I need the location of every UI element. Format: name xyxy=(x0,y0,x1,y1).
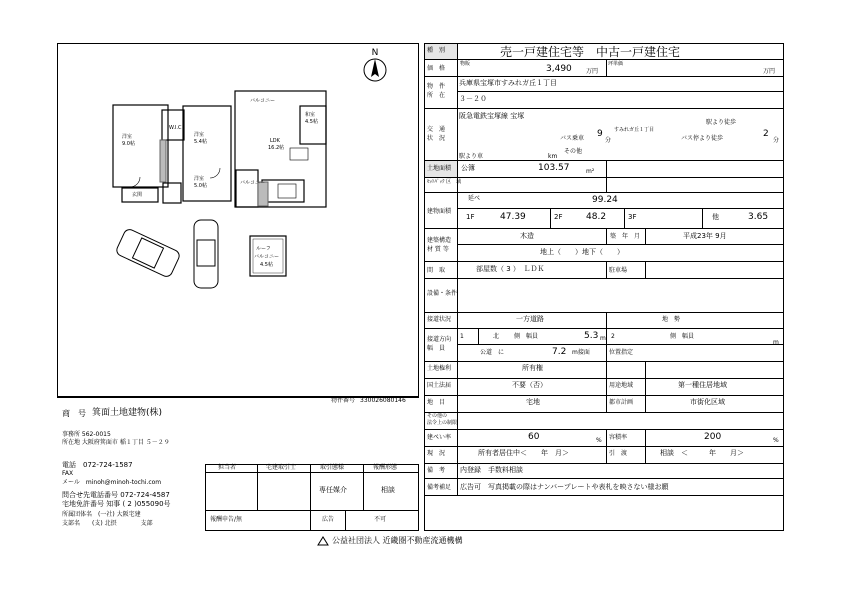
bus-ride-label: バス乗車 xyxy=(560,135,585,142)
svg-text:LDK: LDK xyxy=(270,138,280,144)
road-side-2: 側 幅員 xyxy=(670,333,695,340)
remarks: 内登録 手数料相談 xyxy=(460,466,523,474)
label-equipment: 設備・条件 xyxy=(427,290,458,297)
structure-value: 木造 xyxy=(520,232,534,240)
label-floor-ratio: 容積率 xyxy=(609,434,628,441)
car-from-station-label: 駅より車 xyxy=(459,153,484,160)
label-land-category: 地 目 xyxy=(427,399,446,406)
tsubo-price-label: 坪単価 xyxy=(608,61,624,67)
price-unit: 万円 xyxy=(586,68,599,75)
svg-text:和室: 和室 xyxy=(305,112,316,118)
report-label: 報酬申告/無 xyxy=(210,516,243,523)
total-label: 延べ xyxy=(468,195,481,202)
handover: 相談 ＜ 年 月＞ xyxy=(660,449,744,457)
svg-text:洋室: 洋室 xyxy=(194,132,205,138)
branch: 支部名 (支) 北摂 支部 xyxy=(62,520,153,527)
completion-date: 平成23年 9月 xyxy=(683,232,727,240)
floor-ratio-value: 200 xyxy=(704,432,722,442)
label-road-status: 接道状況 xyxy=(427,316,452,323)
office-postal: 事務所 562-0015 xyxy=(62,431,111,438)
deal-type: 専任媒介 xyxy=(319,486,347,494)
svg-text:W.I.C: W.I.C xyxy=(169,125,182,131)
header-deal-type: 取引態様 xyxy=(320,464,345,471)
property-number: 330026080146 xyxy=(360,397,406,404)
footer-org: 公益社団法人 近畿圏不動産流通機構 xyxy=(332,536,463,545)
north-arrow-icon xyxy=(358,46,392,86)
walk-from-bus-label: バス停より徒歩 xyxy=(681,135,724,142)
svg-text:バルコニー: バルコニー xyxy=(254,254,280,260)
svg-text:4.5帖: 4.5帖 xyxy=(305,119,318,125)
tsubo-unit: 万円 xyxy=(763,68,776,75)
terrain-label: 地 勢 xyxy=(662,316,681,323)
position-designation: 位置指定 xyxy=(609,349,634,356)
header-agent: 担当者 xyxy=(218,464,237,471)
walk-from-station-label: 駅より徒歩 xyxy=(706,119,737,126)
svg-text:N: N xyxy=(371,48,379,58)
label-coverage: 建ぺい率 xyxy=(427,434,452,441)
land-rights: 所有権 xyxy=(522,364,543,372)
office-address: 所在地 大阪府箕面市 稲１丁目 ５－２９ xyxy=(62,439,170,446)
label-land-area: 土地面積 xyxy=(427,165,452,172)
land-area-unit: m² xyxy=(586,168,595,175)
land-area-value: 103.57 xyxy=(538,163,570,173)
f2-label: 2F xyxy=(554,213,563,221)
label-price: 価 格 xyxy=(427,65,446,72)
svg-text:バルコニー: バルコニー xyxy=(240,180,266,186)
label-handover: 引 渡 xyxy=(609,450,628,457)
fee-type: 相談 xyxy=(381,486,395,494)
layout-value: 部屋数（ 3 ） ＬＤＫ xyxy=(476,265,545,273)
trade-name-label: 商 号 xyxy=(62,409,86,418)
contact-tel: 問合せ先電話番号 072-724-4587 xyxy=(62,491,170,499)
svg-text:16.2帖: 16.2帖 xyxy=(268,145,285,151)
road-width-1: 5.3 xyxy=(584,331,599,341)
svg-text:玄関: 玄関 xyxy=(132,192,143,198)
coverage-unit: % xyxy=(596,437,602,444)
label-land-rights: 土地権利 xyxy=(427,365,452,372)
other-label: 他 xyxy=(712,213,719,221)
label-remarks: 備 考 xyxy=(427,467,446,474)
property-number-label: 物件番号 xyxy=(331,397,356,404)
road-side-1: 側 幅員 xyxy=(514,333,539,340)
office-email: メール minoh@minoh-tochi.com xyxy=(62,479,162,486)
svg-text:ルーフ: ルーフ xyxy=(256,246,271,252)
floor-ratio-unit: % xyxy=(773,437,779,444)
frontage-width: 7.2 xyxy=(552,347,567,357)
walk-minutes: 2 xyxy=(763,129,769,139)
total-area: 99.24 xyxy=(592,195,618,205)
label-current: 現 況 xyxy=(427,450,446,457)
trade-name: 箕面土地建物(株) xyxy=(92,408,163,418)
label-national-law: 国土法届 xyxy=(427,382,452,389)
road-unit: m xyxy=(600,335,606,342)
ad-label: 広告 xyxy=(322,516,335,523)
urban-plan: 市街化区域 xyxy=(690,398,725,406)
svg-text:9.0帖: 9.0帖 xyxy=(122,141,135,147)
label-parking: 駐車場 xyxy=(609,267,628,274)
road-status: 一方道路 xyxy=(516,315,544,323)
label-layout: 間 取 xyxy=(427,267,446,274)
license-number: 宅地免許番号 知事 ( 2 )055090号 xyxy=(62,500,171,508)
public-road: 公道 に xyxy=(480,349,505,356)
label-urban-plan: 都市計画 xyxy=(609,399,634,406)
price-value: 3,490 xyxy=(546,64,572,74)
association: 所属団体名 (一社) 大阪宅建 xyxy=(62,511,141,518)
built-label: 築 年 月 xyxy=(610,233,641,240)
frontage-unit: m接面 xyxy=(572,349,590,356)
f2-area: 48.2 xyxy=(586,212,607,222)
bus-stop: すみれガ丘１丁目 xyxy=(614,127,655,133)
svg-text:バルコニー: バルコニー xyxy=(250,98,276,104)
svg-text:4.5帖: 4.5帖 xyxy=(260,262,273,268)
other-area: 3.65 xyxy=(748,212,769,222)
f1-area: 47.39 xyxy=(500,212,526,222)
office-tel: 電話 072-724-1587 xyxy=(62,461,133,469)
ad-value: 不可 xyxy=(374,516,387,523)
f1-label: 1F xyxy=(466,213,475,221)
land-kind: 公簿 xyxy=(461,164,475,172)
national-law: 不要（否） xyxy=(512,381,547,389)
floor-count: 地上（ ）地下（ ） xyxy=(540,248,624,256)
remarks2: 広告可 写真掲載の際はナンバープレートや表札を映さない様お願 xyxy=(460,483,669,491)
svg-text:洋室: 洋室 xyxy=(122,134,133,140)
road-direction-1: 北 xyxy=(493,333,500,340)
office-fax: FAX xyxy=(62,470,74,477)
tsubo-label: 物販 xyxy=(460,61,471,67)
header-fee-type: 報酬形態 xyxy=(373,464,398,471)
floor-plan-drawing xyxy=(110,88,350,293)
location-line2: ３－２０ xyxy=(459,95,487,103)
header-broker: 宅建取引士 xyxy=(266,464,297,471)
label-use-zone: 用途地域 xyxy=(609,382,634,389)
train-line: 阪急電鉄宝塚線 宝塚 xyxy=(459,112,525,120)
svg-text:5.4帖: 5.4帖 xyxy=(194,139,207,145)
use-zone: 第一種住居地域 xyxy=(678,381,727,389)
f3-label: 3F xyxy=(628,213,637,221)
land-category: 宅地 xyxy=(526,398,540,406)
label-building-area: 建物面積 xyxy=(427,208,452,215)
org-logo-icon xyxy=(317,536,329,546)
current-status: 所有者居住中＜ 年 月＞ xyxy=(478,449,569,457)
label-setback: ｾｯﾄﾊﾞｯｸ 区 域 xyxy=(427,179,462,185)
bus-minutes: 9 xyxy=(597,129,603,139)
label-remarks2: 備考補足 xyxy=(427,484,452,491)
svg-text:5.0帖: 5.0帖 xyxy=(194,183,207,189)
other-means-label: その他 xyxy=(564,148,583,155)
coverage-value: 60 xyxy=(528,432,540,442)
page-title: 売一戸建住宅等 中古一戸建住宅 xyxy=(500,45,681,59)
location-line1: 兵庫県宝塚市すみれガ丘１丁目 xyxy=(459,79,557,87)
svg-text:洋室: 洋室 xyxy=(194,176,205,182)
